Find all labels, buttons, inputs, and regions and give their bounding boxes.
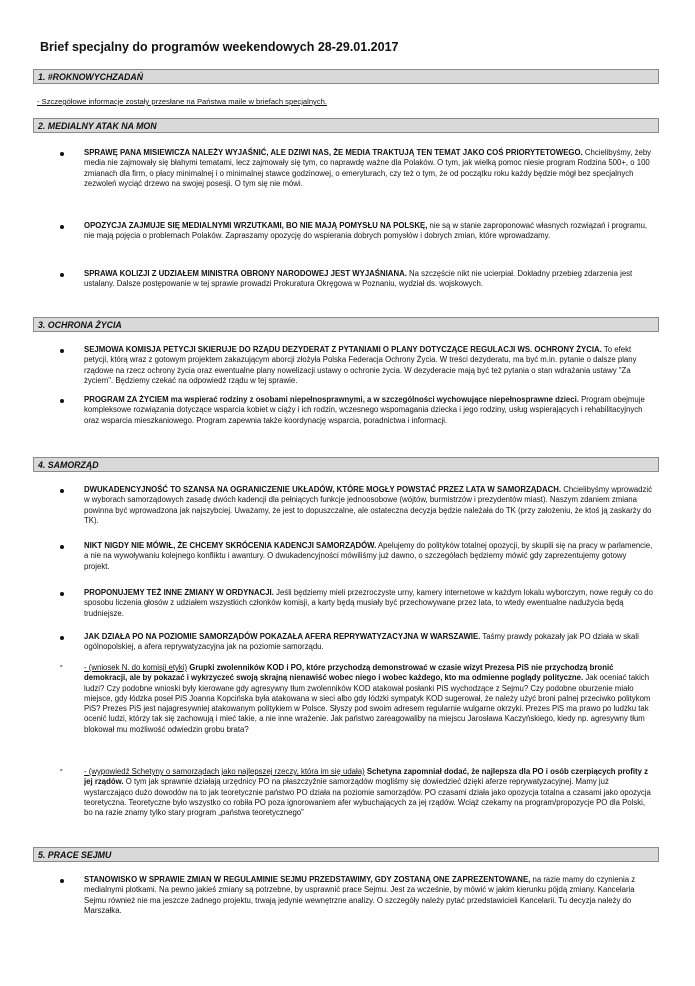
document-title: Brief specjalny do programów weekendowych 28-29.01.2017 [40, 40, 399, 54]
paragraph: PROGRAM ZA ŻYCIEM ma wspierać rodziny z osobami niepełnosprawnymi, a w szczególności wychowujące niepełnosprawne dzieci. Program obejmuje kompleksowe rozwiązania dotyczące wsparcia kobiet w ciąży i ich rodzin, wczesnego wspomagania dziecka i jego rodziny, usług wspierających i rehabilitacyjnych oraz wsparcia mieszkaniowego. Program zapewnia także koordynację wsparcia, poradnictwa i informacji. [84, 395, 645, 425]
section-header-3: 3. OCHRONA ŻYCIA [33, 317, 659, 332]
paragraph: PROPONUJEMY TEŻ INNE ZMIANY W ORDYNACJI. Jeśli będziemy mieli przezroczyste urny, kamery internetowe w każdym lokalu wyborczym, nowe reguły co do sposobu liczenia głosów z udziałem wszystkich członków komisji, a karty będą musiały być przechowywane przez lata, to wtedy ewentualne nadużycia będą trudniejsze. [84, 588, 653, 618]
bullet-icon [60, 225, 64, 229]
paragraph: DWUKADENCYJNOŚĆ TO SZANSA NA OGRANICZENIE UKŁADÓW, KTÓRE MOGŁY POWSTAĆ PRZEZ LATA W SAMORZĄDACH. Chcielibyśmy wprowadzić w wyborach samorządowych zasadę dwóch kadencji dla pełniących funkcje jednoosobowe (wójtów, burmistrzów i prezydentów miast). Naszym zdaniem zmiana powinna być wprowadzona jak najszybciej. Uważamy, że jest to dopuszczalne, ale ostateczna decyzja będzie należała do TK (przy założeniu, że ktoś ją zaskarży do TK). [84, 485, 653, 525]
dash-bullet: - [60, 765, 63, 774]
bullet-icon [60, 399, 64, 403]
paragraph: SPRAWĘ PANA MISIEWICZA NALEŻY WYJAŚNIĆ, ALE DZIWI NAS, ŻE MEDIA TRAKTUJĄ TEN TEMAT JAKO COŚ PRIORYTETOWEGO. Chcielibyśmy, żeby media nie zajmowały się błahymi tematami, lecz zajmowały się tym, co naprawdę ważne dla Polaków. O tym, jak wielką pomoc niesie program Rodzina 500+, o 100 zmianach dla firm, o płacy minimalnej i o minimalnej stawce godzinowej, o emeryturach, czy też o tym, że od początku roku każdy będzie mógł bez specjalnych zezwoleń wyciąć drzewo na swojej posesji. O tym się nie mówi. [84, 148, 652, 188]
paragraph: - (wypowiedź Schetyny o samorządach jako najlepszej rzeczy, która im się udała) Schetyna zapomniał dodać, że najlepsza dla PO i osób czerpiących profity z jej rządów. O tym jak sprawnie działają urzędnicy PO na płaszczyźnie samorządów mogliśmy się dowiedzieć dzięki aferze reprywatyzacyjnej. Mamy już wystarczająco dużo dowodów na to jak teoretycznie państwo PO działa na poziomie samorządów. PO czasami działa jako opozycja totalna a czasami jako opozycja teoretyczna. Teoretyczne było wszystko co robiła PO poza ignorowaniem afer wybuchających za jej rządów. Wciąż czekamy na program/propozycje PO dla Polski, bo na razie znamy tylko stary program „państwa teoretycznego” [84, 767, 651, 818]
paragraph: - (wniosek N. do komisji etyki) Grupki zwolenników KOD i PO, które przychodzą demonstrować w czasie wizyt Prezesa PiS nie przychodzą bronić demokracji, ale by pokazać i wykrzyczeć swoją skrajną nienawiść wobec niego i wobec każdego, kto ma odmienne poglądy polityczne. Jak oceniać takich ludzi? Czy podobne wnioski były kierowane gdy agresywny tłum zwolenników KOD atakował posłanki PiS wychodzące z Sejmu? Czy podobne oburzenie miało miejsce, gdy łódzka poseł PiS Joanna Kopcińska była atakowana w sieci albo gdy łódzki sympatyk KOD sugerował, że należy użyć broni palnej przeciwko politykom PiS? Prezes PiS jest najagresywniej atakowanym politykiem w Polsce. Słyszy pod swoim adresem regularnie wulgarne okrzyki. Prezes PiS ma prawo po ludzku tak ocenić ludzi, którzy tak się zachowują i mieć takie, a nie inne wrażenie. Jak państwo zareagowaliby na miejscu Jarosława Kaczyńskiego, kiedy np. agresywny tłum blokował mu możliwość odwiedzin grobu brata? [84, 663, 651, 734]
section-header-2: 2. MEDIALNY ATAK NA MON [33, 118, 659, 133]
bullet-icon [60, 489, 64, 493]
intro-note: - Szczegółowe informacje zostały przesłane na Państwa maile w briefach specjalnych. [37, 97, 327, 106]
paragraph: SEJMOWA KOMISJA PETYCJI SKIERUJE DO RZĄDU DEZYDERAT Z PYTANIAMI O PLANY DOTYCZĄCE REGULACJI WS. OCHRONY ŻYCIA. To efekt petycji, którą wraz z gotowym projektem zakazującym aborcji złożyła Polska Federacja Ochrony Życia. W treści dezyderatu, ma być m.in. pytanie o dalsze plany rządowe na rzecz ochrony życia oraz ewentualne plany nowelizacji ustawy o ochronie życia. W dezyderacie mają być też pytania o stan wdrażania ustawy "Za życiem". Będziemy czekać na odpowiedź rządu w tej sprawie. [84, 345, 637, 385]
paragraph: SPRAWA KOLIZJI Z UDZIAŁEM MINISTRA OBRONY NARODOWEJ JEST WYJAŚNIANA. Na szczęście nikt nie ucierpiał. Dokładny przebieg zdarzenia jest ustalany. Dalsze postępowanie w tej sprawie prowadzi Prokuratura Okręgowa w Poznaniu, wydział ds. wojskowych. [84, 269, 633, 289]
bullet-icon [60, 349, 64, 353]
bullet-icon [60, 152, 64, 156]
section-header-1: 1. #ROKNOWYCHZADAŃ [33, 69, 659, 84]
dash-bullet: - [60, 661, 63, 670]
paragraph: OPOZYCJA ZAJMUJE SIĘ MEDIALNYMI WRZUTKAMI, BO NIE MAJĄ POMYSŁU NA POLSKĘ, nie są w stanie zaproponować własnych rozwiązań i programu, nie mają pojęcia o problemach Polaków. Zapraszamy opozycję do wspierania dobrych pomysłów i dobrych zmian, które wprowadzamy. [84, 221, 648, 241]
bullet-icon [60, 879, 64, 883]
section-header-4: 4. SAMORZĄD [33, 457, 659, 472]
bullet-icon [60, 636, 64, 640]
paragraph: JAK DZIAŁA PO NA POZIOMIE SAMORZĄDÓW POKAZAŁA AFERA REPRYWATYZACYJNA W WARSZAWIE. Taśmy prawdy pokazały jak PO działa w skali ogólnopolskiej, a afera reprywatyzacyjna jak na poziomie samorządu. [84, 632, 639, 652]
bullet-icon [60, 273, 64, 277]
bullet-icon [60, 545, 64, 549]
paragraph: STANOWISKO W SPRAWIE ZMIAN W REGULAMINIE SEJMU PRZEDSTAWIMY, GDY ZOSTANĄ ONE ZAPREZENTOWANE, na razie mamy do czynienia z medialnymi plotkami. Na pewno jakieś zmiany są potrzebne, by usprawnić prace Sejmu. Jest za wcześnie, by mówić w jakim kierunku pójdą zmiany. Kancelaria Sejmu również nie ma jeszcze żadnego projektu, trwają jedynie wewnętrzne analizy. O szczegóły należy pytać przedstawicieli Kancelarii. Tu decyzja należy do Marszałka. [84, 875, 636, 915]
bullet-icon [60, 592, 64, 596]
section-header-5: 5. PRACE SEJMU [33, 847, 659, 862]
paragraph: NIKT NIGDY NIE MÓWIŁ, ŻE CHCEMY SKRÓCENIA KADENCJI SAMORZĄDÓW. Apelujemy do polityków totalnej opozycji, by skupili się na pracy w parlamencie, a nie na wywoływaniu kolejnego konfliktu i awantury. O dwukadencyjności mówiliśmy już dawno, o szczegółach będziemy mówić gdy zaprezentujemy gotowy projekt. [84, 541, 653, 571]
